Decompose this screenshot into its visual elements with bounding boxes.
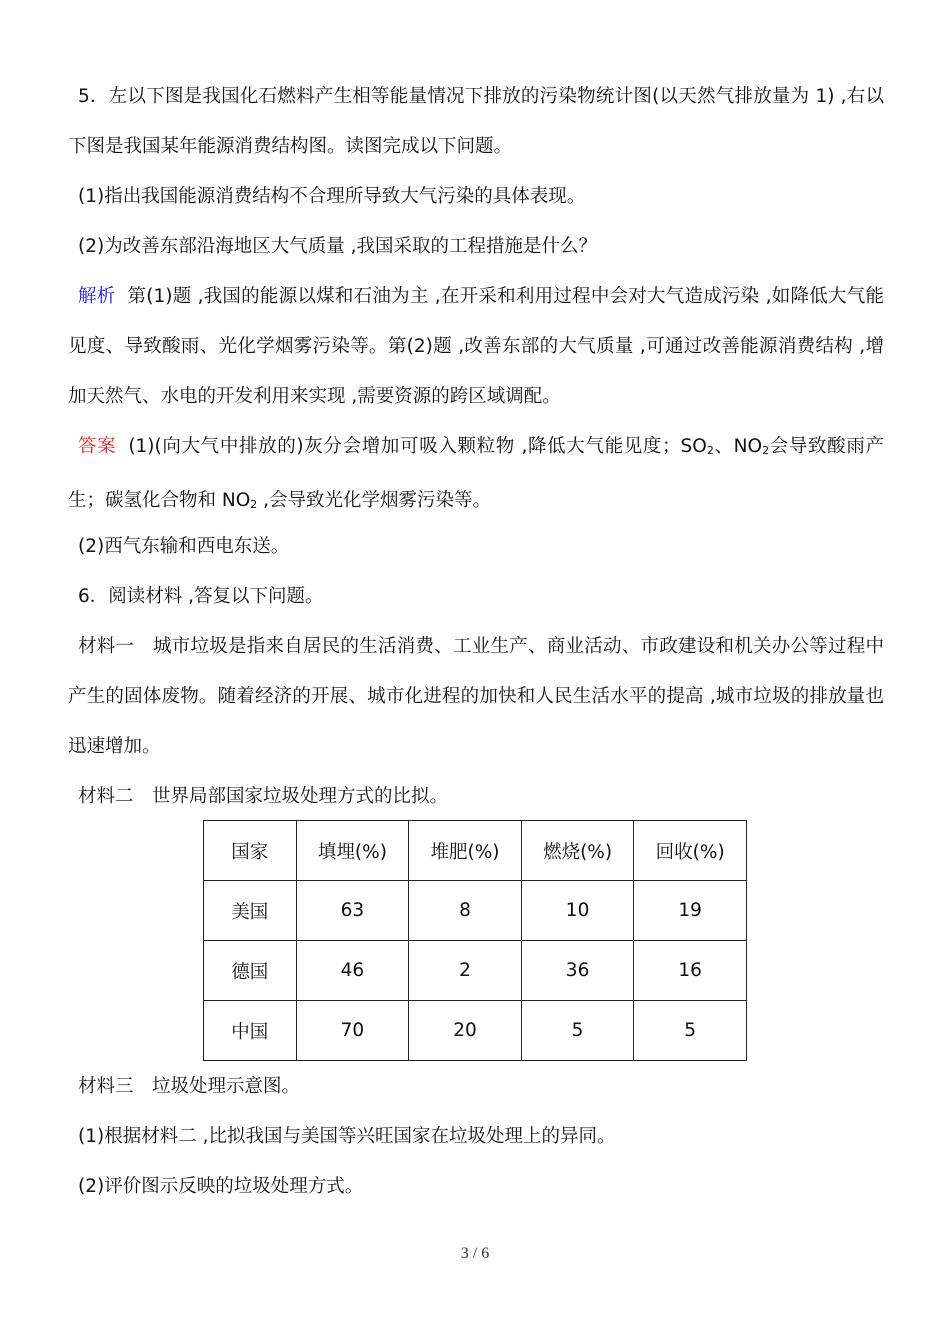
answer-subscript: 2: [250, 498, 258, 511]
table-header-cell: 燃烧(%): [521, 821, 634, 881]
q6-material-2: 材料二 世界局部国家垃圾处理方式的比拟。: [78, 786, 449, 807]
table-row: [204, 941, 747, 1001]
table-cell: 美国: [204, 881, 297, 941]
q6-material-1: 材料一 城市垃圾是指来自居民的生活消费、工业生产、商业活动、市政建设和机关办公等过程中产生的固体废物。随着经济的开展、城市化进程的加快和人民生活水平的提高 ,城市垃圾的排放量也迅速增加。: [68, 636, 884, 757]
table-header-cell: 堆肥(%): [409, 821, 522, 881]
q5-subquestion-2: (2)为改善东部沿海地区大气质量 ,我国采取的工程措施是什么？: [78, 236, 597, 257]
table-header-cell: 国家: [204, 821, 297, 881]
table-header-row: [204, 821, 747, 881]
table-cell: 36: [521, 941, 634, 1001]
q6-subquestion-1: (1)根据材料二 ,比拟我国与美国等兴旺国家在垃圾处理上的异同。: [78, 1126, 616, 1147]
table-cell: 63: [296, 881, 409, 941]
table-cell: 5: [634, 1001, 747, 1061]
answer-subscript: 2: [762, 444, 770, 457]
table-cell: 20: [409, 1001, 522, 1061]
analysis-text: 第(1)题 ,我国的能源以煤和石油为主 ,在开采和利用过程中会对大气造成污染 ,如降低大气能见度、导致酸雨、光化学烟雾污染等。第(2)题 ,改善东部的大气质量 ,可通过改善能源消费结构 ,增加天然气、水电的开发利用来实现 ,需要资源的跨区域调配。: [68, 286, 884, 407]
table-header-cell: 填埋(%): [296, 821, 409, 881]
table-cell: 46: [296, 941, 409, 1001]
q5-answer: [68, 422, 884, 530]
table-cell: 16: [634, 941, 747, 1001]
answer-subscript: 2: [706, 444, 714, 457]
answer-text-d: ,会导致光化学烟雾污染等。: [257, 490, 492, 511]
table-cell: 5: [521, 1001, 634, 1061]
answer-text-b: 、NO: [713, 436, 763, 457]
table-header-cell: 回收(%): [634, 821, 747, 881]
q5-answer-2: (2)西气东输和西电东送。: [78, 536, 290, 557]
answer-text-a: (1)(向大气中排放的)灰分会增加可吸入颗粒物 ,降低大气能见度；SO: [128, 436, 707, 457]
q6-stem: 6．阅读材料 ,答复以下问题。: [78, 586, 324, 607]
answer-label: 答案: [78, 436, 117, 457]
analysis-label: 解析: [78, 286, 116, 307]
q5-subquestion-1: (1)指出我国能源消费结构不合理所导致大气污染的具体表现。: [78, 186, 586, 207]
q5-stem: 5．左以下图是我国化石燃料产生相等能量情况下排放的污染物统计图(以天然气排放量为 1) ,右以下图是我国某年能源消费结构图。读图完成以下问题。: [68, 86, 884, 157]
table-cell: 中国: [204, 1001, 297, 1061]
table-cell: 19: [634, 881, 747, 941]
q5-analysis: [68, 272, 884, 422]
table-row: [204, 881, 747, 941]
table-cell: 德国: [204, 941, 297, 1001]
q6-subquestion-2: (2)评价图示反映的垃圾处理方式。: [78, 1176, 364, 1197]
table-cell: 8: [409, 881, 522, 941]
table-cell: 2: [409, 941, 522, 1001]
q6-material-3: 材料三 垃圾处理示意图。: [78, 1076, 301, 1097]
table-row: [204, 1001, 747, 1061]
garbage-disposal-table: [203, 820, 747, 1061]
page-number: 3 / 6: [460, 1245, 490, 1262]
table-cell: 10: [521, 881, 634, 941]
table-cell: 70: [296, 1001, 409, 1061]
answer-text-c: 会导致酸雨产生；碳氢化合物和 NO: [68, 436, 884, 511]
